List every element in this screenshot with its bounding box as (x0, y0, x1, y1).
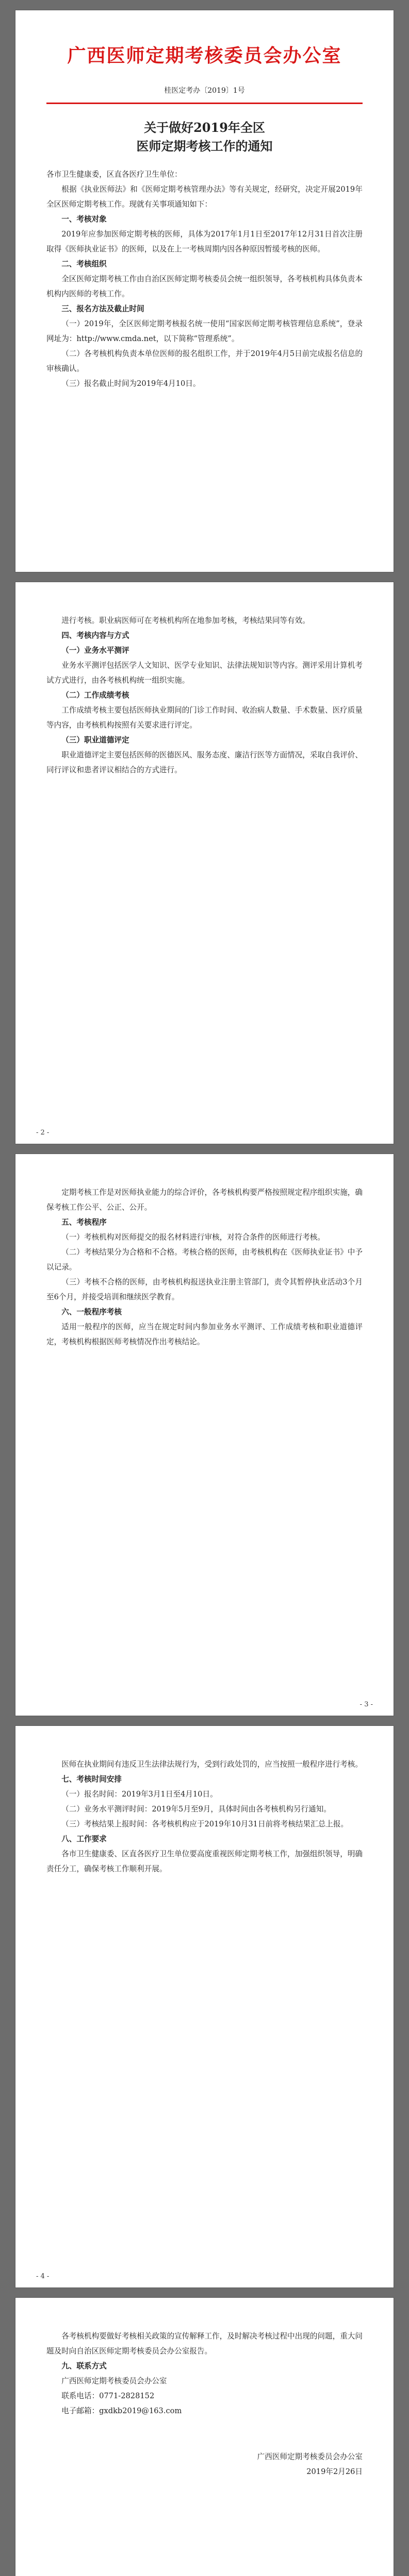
body-paragraph: （三）考核不合格的医师，由考核机构报送执业注册主管部门，责令其暂停执业活动3个月至6个月，并接受培训和继续医学教育。 (46, 1278, 363, 1301)
page-number: - 3 - (359, 1701, 373, 1708)
body-paragraph: 进行考核。职业病医师可在考核机构所在地参加考核，考核结果同等有效。 (61, 616, 310, 625)
section-heading: 八、工作要求 (61, 1835, 107, 1843)
body-paragraph: 全区医师定期考核工作由自治区医师定期考核委员会统一组织领导，各考核机构具体负责本机构内医师的考核工作。 (46, 275, 363, 298)
body-paragraph: 业务水平测评包括医学人文知识、医学专业知识、法律法规知识等内容。测评采用计算机考试方式进行，由各考核机构统一组织实施。 (46, 661, 363, 685)
addressee: 各市卫生健康委，区直各医疗卫生单位： (46, 170, 182, 179)
body-section (46, 1757, 363, 1876)
body-paragraph: 广西医师定期考核委员会办公室 (61, 2377, 167, 2385)
body-paragraph: （三）报名截止时间为2019年4月10日。 (61, 379, 201, 388)
page-2 (15, 582, 394, 1144)
body-section (46, 2329, 363, 2418)
section-heading: 九、联系方式 (61, 2362, 107, 2370)
document-header: 广西医师定期考核委员会办公室 (67, 45, 342, 66)
body-section (46, 1185, 363, 1349)
section-heading: 一、考核对象 (61, 215, 107, 224)
document-number: 桂医定考办〔2019〕1号 (164, 87, 245, 95)
section-heading: 三、报名方法及截止时间 (61, 304, 144, 313)
body-paragraph: 电子邮箱：gxdkb2019@163.com (61, 2406, 182, 2415)
body-paragraph: 医师在执业期间有违反卫生法律法规行为，受到行政处罚的，应当按照一般程序进行考核。 (61, 1760, 363, 1769)
page-number: - 4 - (36, 2273, 50, 2280)
body-paragraph: 定期考核工作是对医师执业能力的综合评价，各考核机构要严格按照规定程序组织实施，确保考核工作公平、公正、公开。 (46, 1188, 363, 1212)
body-section (46, 182, 363, 391)
red-divider (46, 103, 363, 104)
section-heading: 二、考核组织 (61, 260, 107, 268)
body-paragraph: 各市卫生健康委、区直各医疗卫生单位要高度重视医师定期考核工作，加强组织领导，明确责任分工，确保考核工作顺利开展。 (46, 1850, 363, 1873)
body-section (46, 613, 363, 777)
body-paragraph: 各考核机构要做好考核相关政策的宣传解释工作，及时解决考核过程中出现的问题，重大问题及时向自治区医师定期考核委员会办公室报告。 (46, 2332, 363, 2355)
body-paragraph: （二）各考核机构负责本单位医师的报名组织工作，并于2019年4月5日前完成报名信息的审核确认。 (46, 349, 363, 373)
body-paragraph: 2019年应参加医师定期考核的医师，具体为2017年1月1日至2017年12月31日首次注册取得《医师执业证书》的医师，以及在上一考核周期内因各种原因暂缓考核的医师。 (46, 230, 363, 253)
section-heading: 七、考核时间安排 (61, 1775, 122, 1784)
body-paragraph: （一）2019年，全区医师定期考核报名统一使用“国家医师定期考核管理信息系统”，登录网址为：http://www.cmda.net，以下简称“管理系统”。 (46, 319, 363, 343)
body-paragraph: （一）报名时间：2019年3月1日至4月10日。 (61, 1790, 218, 1799)
notice-title-line-1: 关于做好2019年全区 (144, 120, 265, 135)
signature-date: 2019年2月26日 (306, 2467, 363, 2476)
page-5 (15, 2298, 394, 2576)
section-heading: （三）职业道德评定 (61, 736, 129, 744)
body-paragraph: 适用一般程序的医师，应当在规定时间内参加业务水平测评、工作成绩考核和职业道德评定，考核机构根据医师考核情况作出考核结论。 (46, 1323, 363, 1346)
page-number: - 2 - (36, 1129, 50, 1137)
body-paragraph: 工作成绩考核主要包括医师执业期间的门诊工作时间、收治病人数量、手术数量、医疗质量等内容，由考核机构按照有关要求进行评定。 (46, 706, 363, 730)
body-paragraph: （三）考核结果上报时间：各考核机构应于2019年10月31日前将考核结果汇总上报。 (61, 1820, 349, 1828)
notice-title (46, 118, 363, 156)
signature-org: 广西医师定期考核委员会办公室 (257, 2452, 363, 2461)
body-paragraph: 根据《执业医师法》和《医师定期考核管理办法》等有关规定，经研究，决定开展2019年全区医师定期考核工作。现就有关事项通知如下： (46, 185, 363, 209)
section-heading: （二）工作成绩考核 (61, 691, 129, 700)
body-paragraph: （二）考核结果分为合格和不合格。考核合格的医师，由考核机构在《医师执业证书》中予以记录。 (46, 1248, 363, 1272)
page-3 (15, 1154, 394, 1716)
body-paragraph: （二）业务水平测评时间：2019年5月至9月，具体时间由各考核机构另行通知。 (61, 1805, 331, 1814)
section-heading: 四、考核内容与方式 (61, 631, 129, 640)
body-paragraph: 联系电话：0771-2828152 (61, 2392, 155, 2400)
section-heading: 五、考核程序 (61, 1218, 107, 1227)
notice-title-line-2: 医师定期考核工作的通知 (136, 139, 273, 154)
body-paragraph: 职业道德评定主要包括医师的医德医风、服务态度、廉洁行医等方面情况，采取自我评价、同行评议和患者评议相结合的方式进行。 (46, 751, 363, 774)
page-1 (15, 10, 394, 572)
section-heading: 六、一般程序考核 (61, 1308, 122, 1316)
section-heading: （一）业务水平测评 (61, 646, 129, 655)
page-4 (15, 1726, 394, 2287)
body-paragraph: （一）考核机构对医师提交的报名材料进行审核，对符合条件的医师进行考核。 (61, 1233, 325, 1242)
